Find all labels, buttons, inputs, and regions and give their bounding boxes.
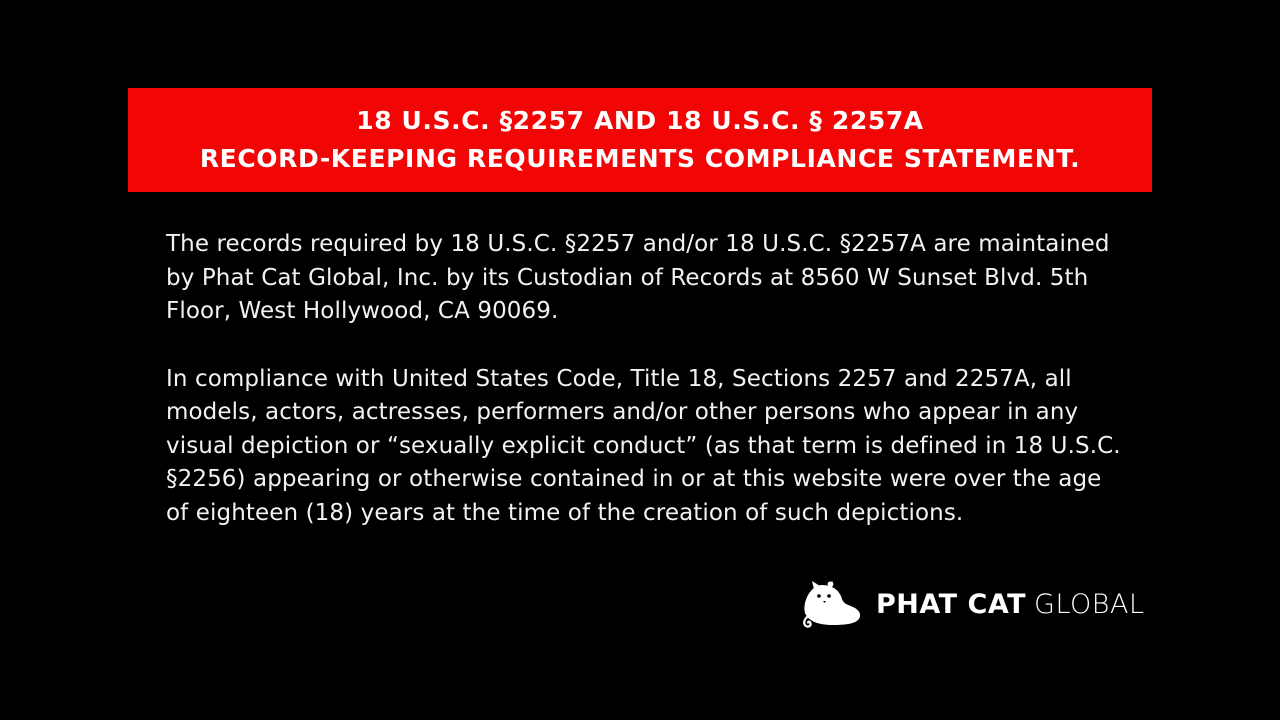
logo-wordmark bbox=[876, 589, 1145, 620]
logo-bold-text: PHAT CAT bbox=[876, 588, 1027, 620]
statement-body bbox=[166, 228, 1126, 530]
statement-paragraph-1: The records required by 18 U.S.C. §2257 and/or 18 U.S.C. §2257A are maintained by Phat Cat Global, Inc. by its Custodian of Records at 8560 W Sunset Blvd. 5th Floor, West Hollywood, CA 90069. bbox=[166, 231, 1110, 324]
statement-paragraph-2: In compliance with United States Code, Title 18, Sections 2257 and 2257A, all models, actors, actresses, performers and/or other persons who appear in any visual depiction or “sexually explicit conduct” (as that term is defined in 18 U.S.C. §2256) appearing or otherwise contained in or at this website were over the age of eighteen (18) years at the time of the creation of such depictions. bbox=[166, 365, 1121, 526]
banner-title-line-1: 18 U.S.C. §2257 AND 18 U.S.C. § 2257A bbox=[356, 106, 924, 135]
phat-cat-global-logo bbox=[800, 578, 1145, 630]
banner-title-line-2: RECORD-KEEPING REQUIREMENTS COMPLIANCE STATEMENT. bbox=[199, 144, 1081, 173]
compliance-banner bbox=[128, 88, 1152, 192]
cat-icon bbox=[800, 580, 866, 628]
logo-light-text: GLOBAL bbox=[1034, 588, 1145, 620]
